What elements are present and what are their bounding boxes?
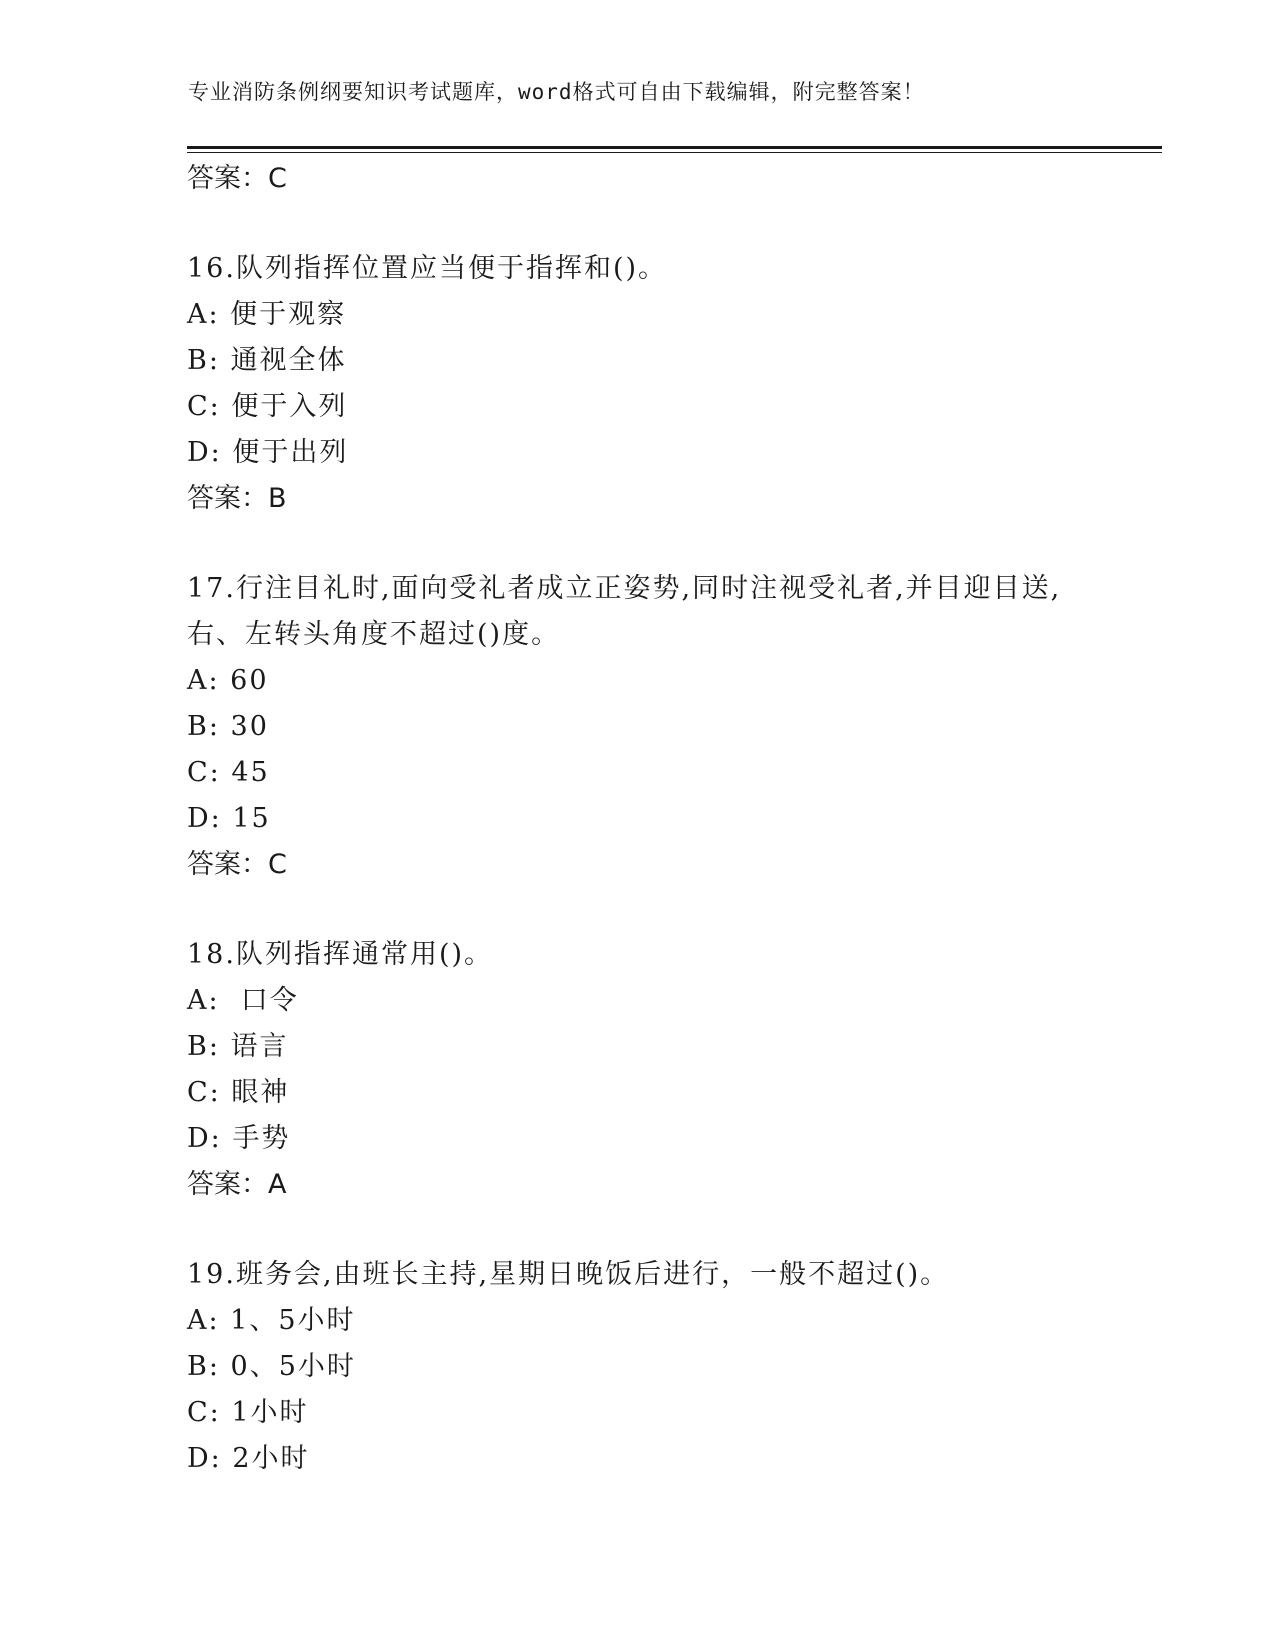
option-b: B: 30 <box>187 711 269 742</box>
question-text: 19.班务会,由班长主持,星期日晚饭后进行，一般不超过()。 <box>187 1259 950 1290</box>
answer: 答案：C <box>187 849 287 880</box>
spacer <box>187 202 1147 246</box>
option-b: B: 通视全体 <box>187 345 347 376</box>
option-c: C: 眼神 <box>187 1077 290 1108</box>
spacer <box>187 1208 1147 1252</box>
option-c: C: 45 <box>187 757 270 788</box>
lead-answer: 答案：C <box>187 163 287 194</box>
answer: 答案：A <box>187 1169 287 1200</box>
option-d: D: 便于出列 <box>187 437 349 468</box>
question-text-continued: 右、左转头角度不超过()度。 <box>187 619 561 650</box>
option-d: D: 手势 <box>187 1123 291 1154</box>
question-text: 18.队列指挥通常用()。 <box>187 939 494 970</box>
option-c: C: 1小时 <box>187 1397 309 1428</box>
option-c: C: 便于入列 <box>187 391 348 422</box>
question-17 <box>187 566 1147 888</box>
question-16 <box>187 246 1147 522</box>
option-a: A: 1、5小时 <box>187 1305 356 1336</box>
option-b: B: 语言 <box>187 1031 289 1062</box>
question-19 <box>187 1252 1147 1482</box>
option-b: B: 0、5小时 <box>187 1351 356 1382</box>
question-list <box>187 156 1147 1482</box>
answer: 答案：B <box>187 483 287 514</box>
option-a: A: 口令 <box>187 985 299 1016</box>
header-rule-thick <box>187 146 1162 149</box>
option-a: A: 便于观察 <box>187 299 347 330</box>
header-rule-thin <box>187 152 1162 153</box>
question-text: 16.队列指挥位置应当便于指挥和()。 <box>187 253 668 284</box>
option-d: D: 15 <box>187 803 271 834</box>
question-text: 17.行注目礼时,面向受礼者成立正姿势,同时注视受礼者,并目迎目送, <box>187 573 1062 604</box>
question-18 <box>187 932 1147 1208</box>
page-header: 专业消防条例纲要知识考试题库，word格式可自由下载编辑，附完整答案！ <box>188 80 925 104</box>
option-d: D: 2小时 <box>187 1443 310 1474</box>
spacer <box>187 522 1147 566</box>
spacer <box>187 888 1147 932</box>
option-a: A: 60 <box>187 665 269 696</box>
